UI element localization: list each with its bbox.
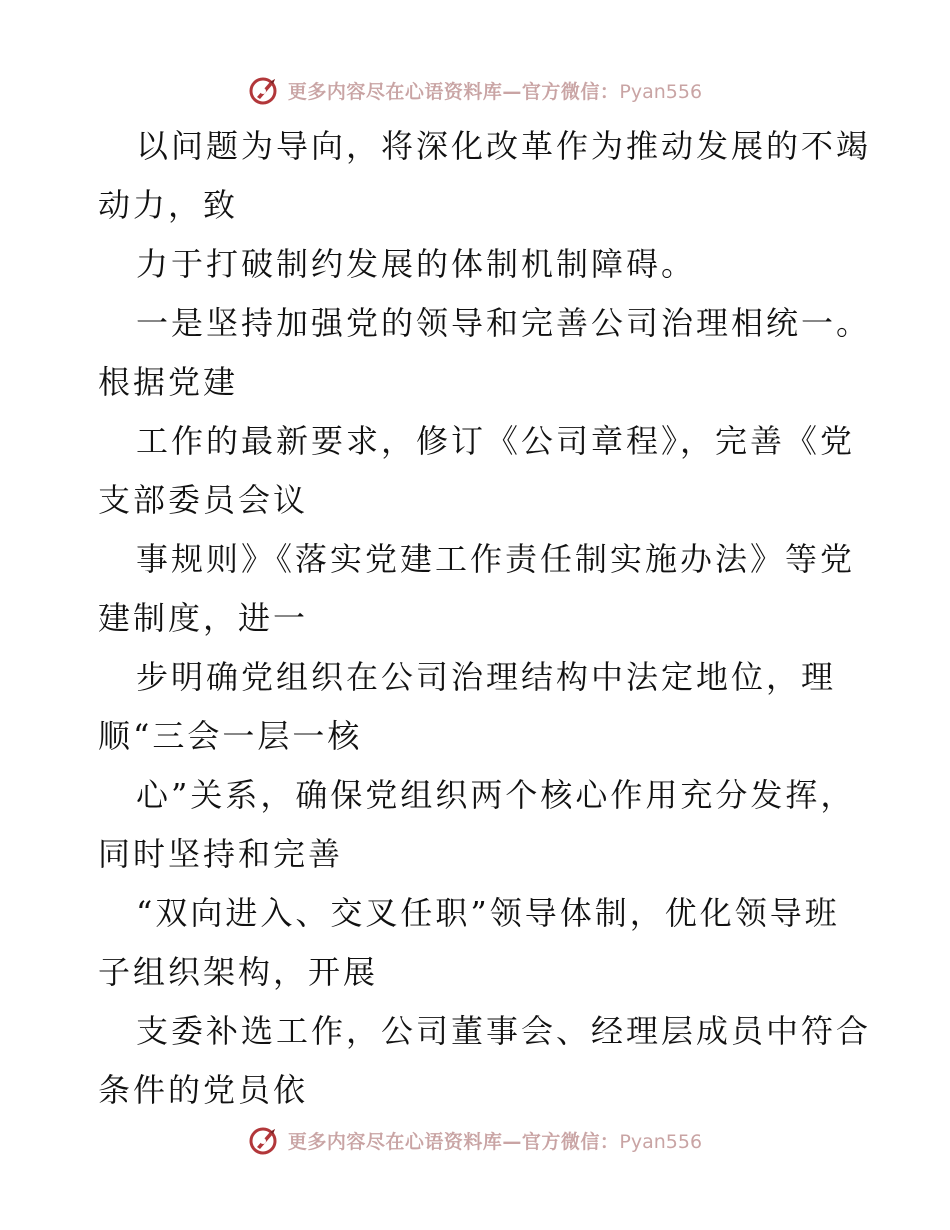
footer-banner-text: 更多内容尽在心语资料库—官方微信：Pyan556 — [287, 1130, 703, 1153]
footer-banner — [0, 1120, 950, 1160]
paragraph — [98, 766, 878, 884]
paragraph-continuation: 支部委员会议 — [98, 481, 309, 519]
paragraph — [98, 294, 878, 412]
paragraph — [98, 884, 878, 1002]
paragraph-continuation: 建制度，进一 — [98, 599, 309, 637]
paragraph-first-line: 事规则》《落实党建工作责任制实施办法》等党 — [136, 540, 856, 578]
paragraph-first-line: 支委补选工作，公司董事会、经理层成员中符合 — [136, 1012, 872, 1050]
paragraph-continuation: 条件的党员依 — [98, 1071, 309, 1109]
pen-nib-logo-icon — [248, 1123, 282, 1157]
paragraph-continuation: 子组织架构，开展 — [98, 953, 379, 991]
header-banner-text: 更多内容尽在心语资料库—官方微信：Pyan556 — [287, 80, 703, 103]
paragraph-continuation: 顺“三会一层一核 — [98, 717, 363, 755]
paragraph-continuation: 动力，致 — [98, 186, 239, 224]
paragraph-first-line: 工作的最新要求，修订《公司章程》，完善《党 — [136, 422, 856, 460]
pen-nib-logo-icon — [248, 73, 282, 107]
paragraph-first-line: 一是坚持加强党的领导和完善公司治理相统一。 — [136, 304, 872, 342]
footer-banner-id: Pyan556 — [619, 1130, 703, 1153]
paragraph-first-line: 步明确党组织在公司治理结构中法定地位，理 — [136, 658, 837, 696]
paragraph-continuation: 同时坚持和完善 — [98, 835, 344, 873]
document-body — [98, 117, 878, 1120]
paragraph — [98, 530, 878, 648]
paragraph-continuation: 根据党建 — [98, 363, 239, 401]
paragraph-first-line: 力于打破制约发展的体制机制障碍。 — [136, 245, 697, 283]
paragraph — [98, 1002, 878, 1120]
paragraph — [98, 235, 878, 294]
paragraph — [98, 117, 878, 235]
paragraph — [98, 412, 878, 530]
header-banner-id: Pyan556 — [619, 80, 703, 103]
paragraph-first-line: 心”关系，确保党组织两个核心作用充分发挥， — [136, 776, 856, 814]
paragraph — [98, 648, 878, 766]
paragraph-first-line: 以问题为导向，将深化改革作为推动发展的不竭 — [136, 127, 872, 165]
paragraph-first-line: “双向进入、交叉任职”领导体制，优化领导班 — [136, 894, 840, 932]
header-banner — [0, 70, 950, 110]
